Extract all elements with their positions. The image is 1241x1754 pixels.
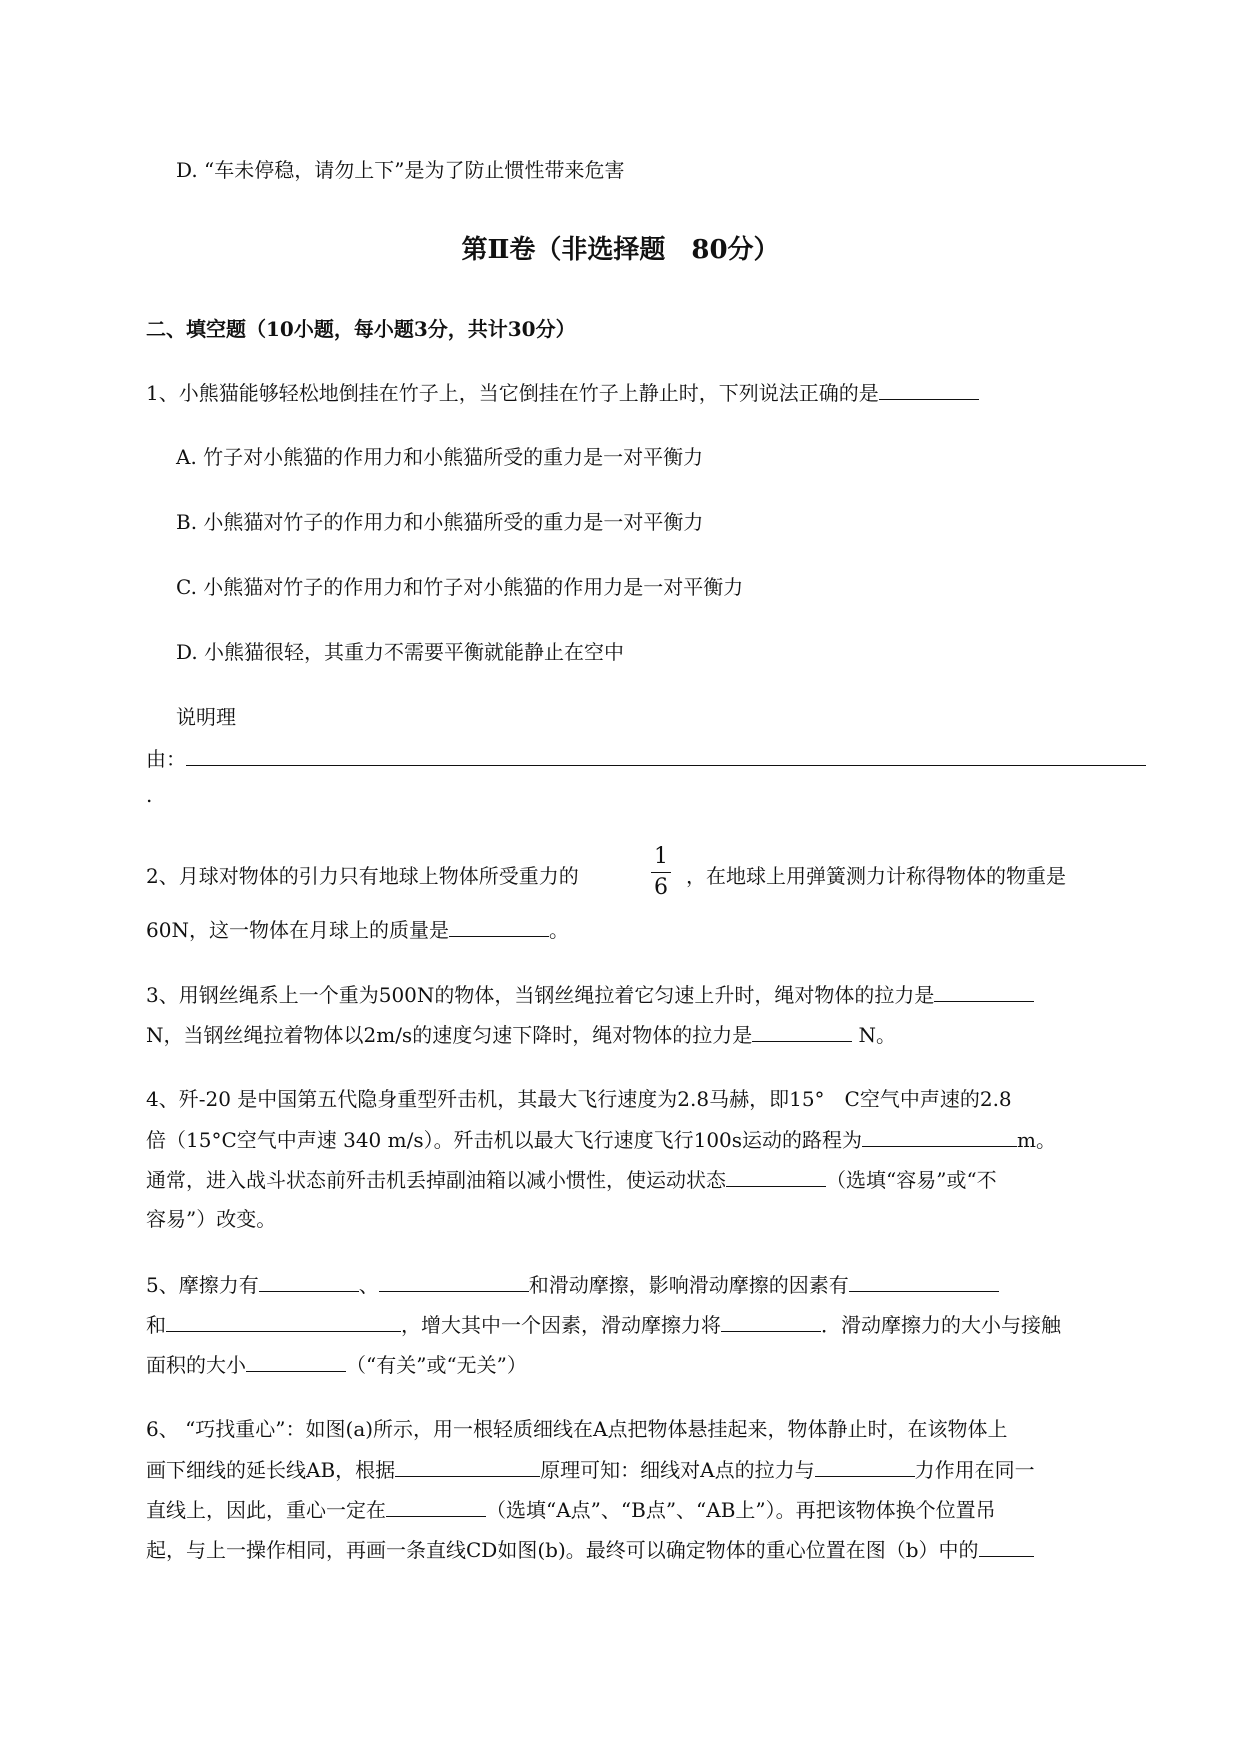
q5-line2-text: 和 — [146, 1313, 166, 1337]
q4-line2-text: 倍（15°C空气中声速 340 m/s）。歼击机以最大飞行速度飞行100s运动的路程为 — [146, 1128, 863, 1152]
q5-answer-blank-2[interactable] — [379, 1269, 529, 1292]
q1-dot: . — [146, 783, 153, 807]
q6-answer-blank-1[interactable] — [395, 1454, 540, 1477]
q6-line3-text: 直线上，因此，重心一定在 — [146, 1498, 386, 1522]
q4-line3-text: 通常，进入战斗状态前歼击机丢掉副油箱以减小惯性，使运动状态 — [146, 1168, 726, 1192]
q5-answer-blank-6[interactable] — [246, 1349, 346, 1372]
q2-fraction-numerator: 1 — [654, 844, 668, 869]
q5-answer-blank-3[interactable] — [849, 1269, 999, 1292]
q6-line2-text: 画下细线的延长线AB，根据 — [146, 1458, 396, 1482]
q5-line2 — [146, 1309, 1061, 1340]
q5-line2-end: ．滑动摩擦力的大小与接触 — [821, 1313, 1061, 1337]
q2-fraction-denominator: 6 — [654, 875, 668, 900]
q1-reason-line — [146, 743, 1146, 774]
prev-option-d: D. “车未停稳，请勿上下”是为了防止惯性带来危害 — [176, 158, 625, 182]
q3-line1 — [146, 979, 1034, 1010]
q2-line1-part2: ，在地球上用弹簧测力计称得物体的物重是 — [686, 864, 1066, 888]
q1-stem — [146, 377, 979, 408]
q6-line2 — [146, 1454, 1035, 1485]
section-heading: 二、填空题（10小题，每小题3分，共计30分） — [146, 317, 576, 341]
q1-option-a: A. 竹子对小熊猫的作用力和小熊猫所受的重力是一对平衡力 — [176, 445, 704, 469]
q6-answer-blank-4[interactable] — [979, 1534, 1034, 1557]
q1-reason-label: 说明理 — [176, 705, 236, 729]
q4-answer-blank-1[interactable] — [862, 1124, 1017, 1147]
q1-reason-blank[interactable] — [186, 743, 1146, 766]
q5-answer-blank-4[interactable] — [166, 1309, 401, 1332]
q4-line3-end: （选填“容易”或“不 — [826, 1168, 997, 1192]
q2-fraction-bar — [651, 872, 671, 873]
q6-line2-end: 力作用在同一 — [914, 1458, 1035, 1482]
q6-answer-blank-3[interactable] — [386, 1494, 486, 1517]
q5-line3-text: 面积的大小 — [146, 1353, 246, 1377]
q5-line2-mid: ，增大其中一个因素，滑动摩擦力将 — [401, 1313, 721, 1337]
q3-line1-text: 3、用钢丝绳系上一个重为500N的物体，当钢丝绳拉着它匀速上升时，绳对物体的拉力是 — [146, 983, 935, 1007]
q6-line1: 6、 “巧找重心”：如图(a)所示，用一根轻质细线在A点把物体悬挂起来，物体静止时，在该物体上 — [146, 1417, 1008, 1441]
q1-answer-blank[interactable] — [879, 377, 979, 400]
q5-line1-sep: 、 — [358, 1273, 379, 1297]
q1-option-c: C. 小熊猫对竹子的作用力和竹子对小熊猫的作用力是一对平衡力 — [176, 575, 744, 599]
q2-fraction — [651, 844, 671, 901]
q2-line2-end: 。 — [548, 918, 569, 942]
q4-line4: 容易”）改变。 — [146, 1207, 277, 1231]
part-title: 第Ⅱ卷（非选择题 80分） — [461, 235, 780, 265]
q4-line2-end: m。 — [1017, 1128, 1057, 1152]
q5-line1-mid: 和滑动摩擦，影响滑动摩擦的因素有 — [528, 1273, 849, 1297]
q4-line3 — [146, 1164, 997, 1195]
q4-answer-blank-2[interactable] — [726, 1164, 826, 1187]
q6-line3-end: （选填“A点”、“B点”、“AB上”）。再把该物体换个位置吊 — [486, 1498, 996, 1522]
q4-line1: 4、歼-20 是中国第五代隐身重型歼击机，其最大飞行速度为2.8马赫，即15° C空气中声速的2.8 — [146, 1087, 1012, 1111]
q5-answer-blank-5[interactable] — [721, 1309, 821, 1332]
q6-answer-blank-2[interactable] — [815, 1454, 915, 1477]
q5-line3 — [146, 1349, 527, 1380]
q2-line2 — [146, 914, 569, 945]
q4-line2 — [146, 1124, 1056, 1155]
q6-line4-text: 起，与上一操作相同，再画一条直线CD如图(b)。最终可以确定物体的重心位置在图（b）中的 — [146, 1538, 979, 1562]
q5-line1-text: 5、摩擦力有 — [146, 1273, 259, 1297]
q3-answer-blank-2[interactable] — [752, 1019, 852, 1042]
q3-line2-text: N，当钢丝绳拉着物体以2m/s的速度匀速下降时，绳对物体的拉力是 — [146, 1023, 753, 1047]
q1-option-d: D. 小熊猫很轻，其重力不需要平衡就能静止在空中 — [176, 640, 625, 664]
q3-line2-end: N。 — [852, 1023, 897, 1047]
q6-line2-mid: 原理可知：细线对A点的拉力与 — [540, 1458, 815, 1482]
q1-option-b: B. 小熊猫对竹子的作用力和小熊猫所受的重力是一对平衡力 — [176, 510, 704, 534]
q1-reason-label-2: 由： — [146, 747, 186, 771]
q2-answer-blank[interactable] — [449, 914, 549, 937]
q2-line2-text: 60N，这一物体在月球上的质量是 — [146, 918, 449, 942]
q6-line3 — [146, 1494, 996, 1525]
q1-stem-text: 1、小熊猫能够轻松地倒挂在竹子上，当它倒挂在竹子上静止时，下列说法正确的是 — [146, 381, 879, 405]
q3-answer-blank-1[interactable] — [934, 979, 1034, 1002]
q5-line1 — [146, 1269, 999, 1300]
q6-line4 — [146, 1534, 1034, 1565]
q5-line3-end: （“有关”或“无关”） — [346, 1353, 527, 1377]
q2-line1-part1: 2、月球对物体的引力只有地球上物体所受重力的 — [146, 864, 579, 888]
q5-answer-blank-1[interactable] — [259, 1269, 359, 1292]
q3-line2 — [146, 1019, 896, 1050]
